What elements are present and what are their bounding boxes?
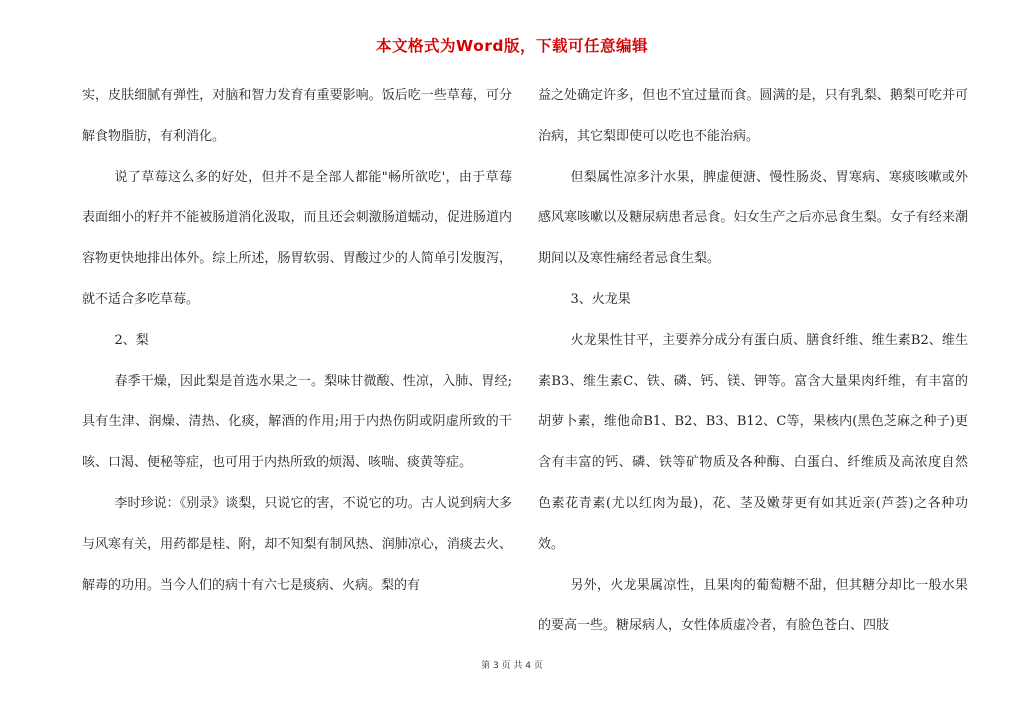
section-heading: 3、火龙果 — [570, 291, 631, 307]
paragraph: 火龙果性甘平，主要养分成分有蛋白质、膳食纤维、维生素B2、维生素B3、维生素C、铁、磷、钙、镁、钾等。富含大量果肉纤维，有丰富的胡萝卜素，维他命B1、B2、B3、B12、C等，果核内(黑色芝麻之种子)更含有丰富的钙、磷、铁等矿物质及各种酶、白蛋白、纤维质及高浓度自然 色素花青素(尤以红肉为最)，花、茎及嫩芽更有如其近亲(芦荟)之各种功效。 — [538, 332, 968, 552]
paragraph: 实，皮肤细腻有弹性，对脑和智力发育有重要影响。饭后吃一些草莓，可分解食物脂肪，有利消化。 — [82, 88, 512, 144]
paragraph: 李时珍说：《别录》谈梨，只说它的害，不说它的功。古人说到病大多与风寒有关，用药都是桂、附，却不知梨有制风热、润肺凉心，消痰去火、解毒的功用。当今人们的病十有六七是痰病、火病。梨的有 — [82, 495, 512, 593]
left-column — [82, 76, 512, 606]
paragraph: 另外，火龙果属凉性，且果肉的葡萄糖不甜，但其糖分却比一般水果的要高一些。糖尿病人，女性体质虚冷者，有脸色苍白、四肢 — [538, 577, 968, 634]
paragraph: 益之处确定许多，但也不宜过量而食。圆满的是，只有乳梨、鹅梨可吃并可治病，其它梨即使可以吃也不能治病。 — [538, 88, 968, 144]
document-header: 本文格式为Word版，下载可任意编辑 — [376, 37, 648, 55]
section-heading: 2、梨 — [114, 332, 149, 348]
paragraph: 春季干燥，因此梨是首选水果之一。梨味甘微酸、性凉，入肺、胃经;具有生津、润燥、清热、化痰，解酒的作用;用于内热伤阴或阴虚所致的干咳、口渴、便秘等症，也可用于内热所致的烦渴、咳喘、痰黄等症。 — [82, 373, 512, 471]
page-number: 第 3 页 共 4 页 — [481, 661, 543, 671]
paragraph: 说了草莓这么多的好处，但并不是全部人都能"畅所欲吃'，由于草莓表面细小的籽并不能被肠道消化汲取，而且还会刺激肠道蠕动，促进肠道内容物更快地排出体外。综上所述，肠胃软弱、胃酸过少的人简单引发腹泻，就不适合多吃草莓。 — [82, 169, 512, 307]
right-column — [538, 76, 968, 647]
paragraph: 但梨属性凉多汁水果，脾虚便溏、慢性肠炎、胃寒病、寒痰咳嗽或外感风寒咳嗽以及糖尿病患者忌食。妇女生产之后亦忌食生梨。女子有经来潮期间以及寒性痛经者忌食生梨。 — [538, 169, 968, 267]
